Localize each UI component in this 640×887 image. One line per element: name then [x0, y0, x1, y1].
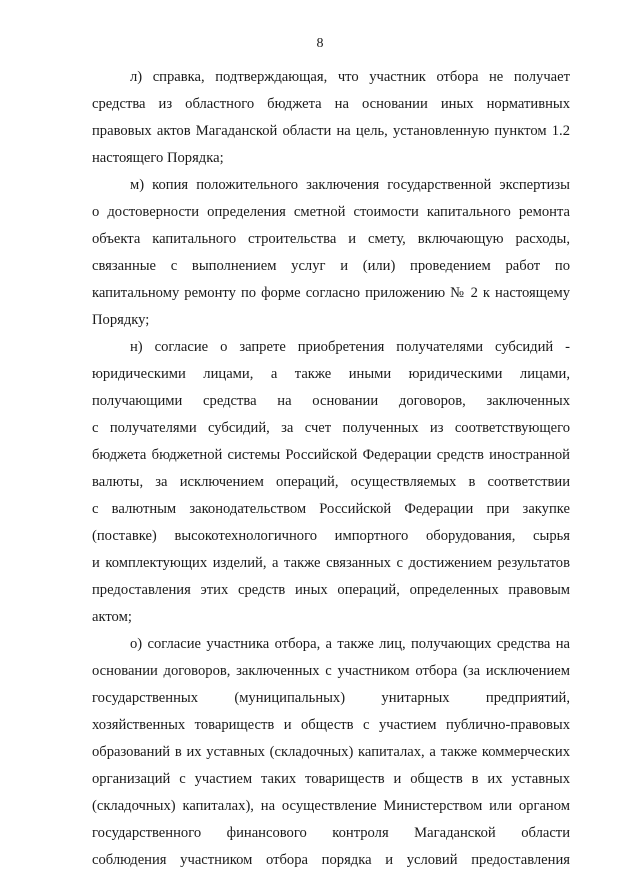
text-line: объекта капитального строительства и смету, включающую расходы,: [92, 231, 570, 247]
text-line: актом;: [92, 609, 132, 625]
text-line: и комплектующих изделий, а также связанных с достижением результатов: [92, 555, 570, 571]
text-line: Порядку;: [92, 312, 150, 328]
text-line: предоставления этих средств иных операций, определенных правовым: [92, 582, 570, 598]
text-line: юридическими лицами, а также иными юридическими лицами,: [92, 366, 570, 382]
text-line: получающими средства на основании договоров, заключенных: [92, 393, 570, 409]
text-line: средства из областного бюджета на основании иных нормативных: [92, 96, 570, 112]
text-line: бюджета бюджетной системы Российской Федерации средств иностранной: [92, 447, 570, 463]
text-line: с получателями субсидий, за счет полученных из соответствующего: [92, 420, 570, 436]
text-line: основании договоров, заключенных с участником отбора (за исключением: [92, 663, 570, 679]
text-line: валюты, за исключением операций, осуществляемых в соответствии: [92, 474, 570, 490]
text-line: государственного финансового контроля Магаданской области: [92, 825, 570, 841]
text-line: правовых актов Магаданской области на цель, установленную пунктом 1.2: [92, 123, 570, 139]
text-line: (складочных) капиталах), на осуществление Министерством или органом: [92, 798, 570, 814]
text-line: организаций с участием таких товариществ и обществ в их уставных: [92, 771, 570, 787]
text-line: (поставке) высокотехнологичного импортного оборудования, сырья: [92, 528, 570, 544]
text-line: м) копия положительного заключения государственной экспертизы: [130, 177, 570, 193]
page-number: 8: [316, 36, 324, 51]
text-line: образований в их уставных (складочных) капиталах, а также коммерческих: [92, 744, 570, 760]
text-line: капитальному ремонту по форме согласно приложению № 2 к настоящему: [92, 285, 570, 301]
text-line: о) согласие участника отбора, а также лиц, получающих средства на: [130, 636, 570, 652]
text-line: л) справка, подтверждающая, что участник отбора не получает: [130, 69, 570, 85]
text-line: соблюдения участником отбора порядка и условий предоставления: [92, 852, 570, 868]
text-line: хозяйственных товариществ и обществ с участием публично-правовых: [92, 717, 570, 733]
text-line: с валютным законодательством Российской Федерации при закупке: [92, 501, 570, 517]
text-line: связанные с выполнением услуг и (или) проведением работ по: [92, 258, 570, 274]
text-line: настоящего Порядка;: [92, 150, 224, 166]
text-line: государственных (муниципальных) унитарных предприятий,: [92, 690, 570, 706]
text-line: о достоверности определения сметной стоимости капитального ремонта: [92, 204, 570, 220]
text-line: н) согласие о запрете приобретения получателями субсидий -: [130, 339, 570, 355]
